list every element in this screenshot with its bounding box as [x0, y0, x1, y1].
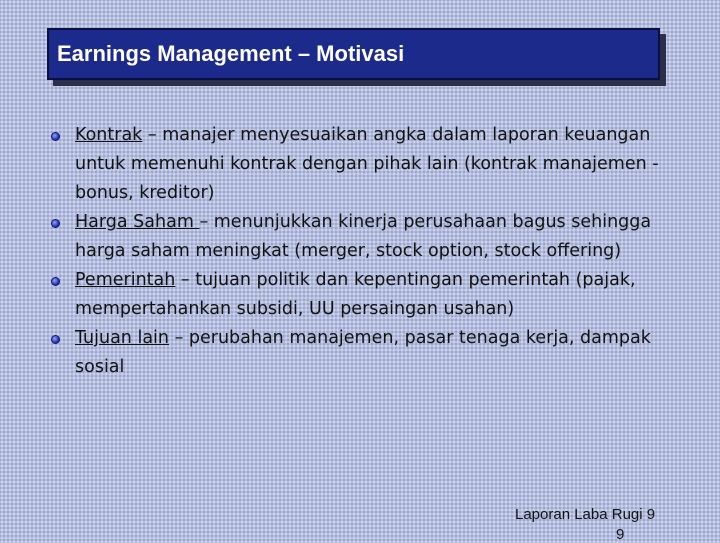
bullet-item-kontrak [48, 121, 698, 208]
slide-footer: Laporan Laba Rugi 9 [515, 506, 656, 523]
slide-footer-overflow: 9 [616, 526, 625, 543]
bullet-text: – manajer menyesuaikan angka dalam laporan keuangan untuk memenuhi kontrak dengan pihak lain (kontrak manajemen - bonus, kreditor) [75, 125, 659, 203]
bullet-dot-icon [51, 132, 60, 141]
bullet-item-harga-saham [48, 208, 698, 266]
bullet-text: – tujuan politik dan kepentingan pemerintah (pajak, mempertahankan subsidi, UU persaingan usahan) [75, 270, 636, 319]
bullet-text: – perubahan manajemen, pasar tenaga kerja, dampak sosial [75, 328, 651, 377]
bullet-term: Tujuan lain [75, 328, 169, 348]
slide-title-box [47, 28, 660, 80]
slide-title: Earnings Management – Motivasi [57, 41, 405, 66]
bullet-dot-icon [51, 335, 60, 344]
bullet-dot-icon [51, 219, 60, 228]
bullet-text: – menunjukkan kinerja perusahaan bagus sehingga harga saham meningkat (merger, stock option, stock offering) [75, 212, 652, 261]
bullet-list [48, 121, 698, 382]
bullet-item-pemerintah [48, 266, 698, 324]
bullet-item-tujuan-lain [48, 324, 698, 382]
bullet-dot-icon [51, 277, 60, 286]
bullet-term: Kontrak [75, 125, 143, 145]
bullet-term: Harga Saham [75, 212, 200, 232]
bullet-term: Pemerintah [75, 270, 176, 290]
